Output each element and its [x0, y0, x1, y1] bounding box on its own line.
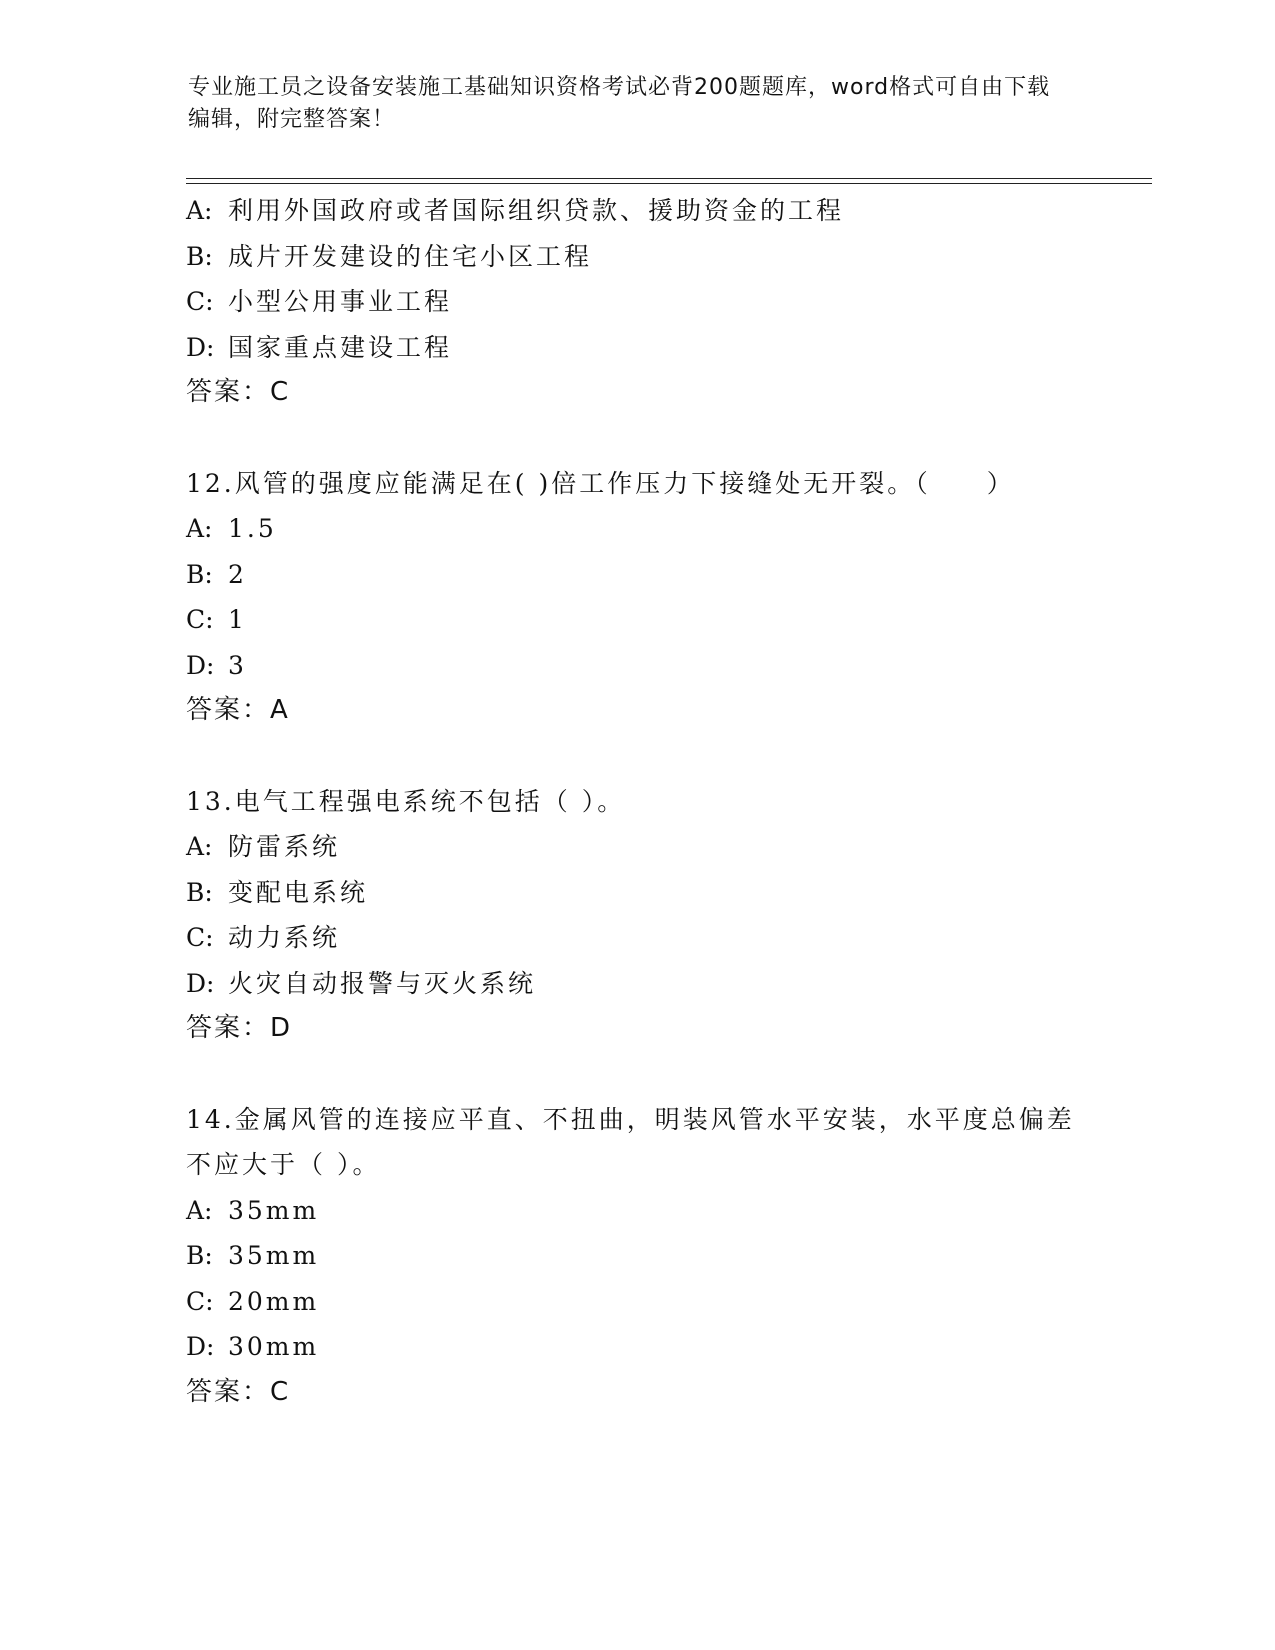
option-c [186, 597, 1086, 643]
question-list [186, 188, 1086, 1415]
option-label: A: [186, 196, 213, 225]
option-c [186, 915, 1086, 961]
option-c [186, 279, 1086, 325]
spacer [186, 416, 1086, 461]
option-text: 3 [228, 650, 247, 680]
option-label: D: [186, 968, 215, 998]
option-text: 30mm [228, 1332, 320, 1361]
option-d [186, 643, 1086, 689]
option-label: D: [186, 650, 215, 680]
option-a [186, 1188, 1086, 1234]
option-text: 成片开发建设的住宅小区工程 [228, 241, 593, 271]
option-text: 变配电系统 [228, 877, 369, 907]
question-11 [186, 188, 1086, 416]
option-label: D: [186, 332, 215, 362]
option-d [186, 325, 1086, 371]
question-title: 12.风管的强度应能满足在( )倍工作压力下接缝处无开裂。（ ） [186, 468, 1015, 498]
option-d [186, 1324, 1086, 1370]
option-text: 2 [228, 559, 247, 589]
question-title: 13.电气工程强电系统不包括（ ）。 [186, 786, 626, 816]
option-label: B: [186, 559, 213, 589]
question-12 [186, 461, 1086, 734]
option-label: C: [186, 923, 214, 952]
option-b [186, 870, 1086, 916]
answer: 答案：D [186, 1013, 293, 1043]
header-divider-bottom [186, 183, 1152, 184]
option-a [186, 506, 1086, 552]
option-b [186, 234, 1086, 280]
option-text: 20mm [228, 1286, 320, 1316]
option-text: 火灾自动报警与灭火系统 [228, 968, 537, 998]
option-text: 35mm [228, 1241, 320, 1270]
option-a [186, 824, 1086, 870]
option-label: B: [186, 1241, 213, 1270]
option-text: 1.5 [228, 514, 277, 543]
spacer [186, 734, 1086, 779]
option-text: 小型公用事业工程 [228, 287, 453, 316]
option-text: 利用外国政府或者国际组织贷款、援助资金的工程 [228, 196, 845, 225]
option-label: A: [186, 514, 213, 543]
option-d [186, 961, 1086, 1007]
option-text: 35mm [228, 1195, 320, 1225]
header-divider-top [186, 178, 1152, 179]
answer: 答案：C [186, 377, 291, 407]
option-text: 防雷系统 [228, 832, 341, 861]
option-label: A: [186, 832, 213, 861]
option-label: A: [186, 1195, 213, 1225]
option-label: B: [186, 241, 213, 271]
option-label: D: [186, 1332, 215, 1361]
spacer [186, 1052, 1086, 1097]
answer: 答案：A [186, 695, 290, 725]
document-header: 专业施工员之设备安装施工基础知识资格考试必背200题题库，word格式可自由下载编辑，附完整答案！ [188, 75, 1051, 132]
option-text: 1 [228, 605, 247, 634]
option-label: B: [186, 877, 213, 907]
option-b [186, 552, 1086, 598]
option-label: C: [186, 605, 214, 634]
option-label: C: [186, 287, 214, 316]
option-text: 动力系统 [228, 923, 341, 952]
question-13 [186, 779, 1086, 1052]
option-text: 国家重点建设工程 [228, 332, 453, 362]
option-a [186, 188, 1086, 234]
answer: 答案：C [186, 1376, 291, 1407]
question-14 [186, 1097, 1086, 1416]
question-title: 14.金属风管的连接应平直、不扭曲，明装风管水平安装，水平度总偏差不应大于（ ）。 [186, 1104, 1075, 1179]
option-c [186, 1279, 1086, 1325]
option-b [186, 1233, 1086, 1279]
option-label: C: [186, 1286, 214, 1316]
